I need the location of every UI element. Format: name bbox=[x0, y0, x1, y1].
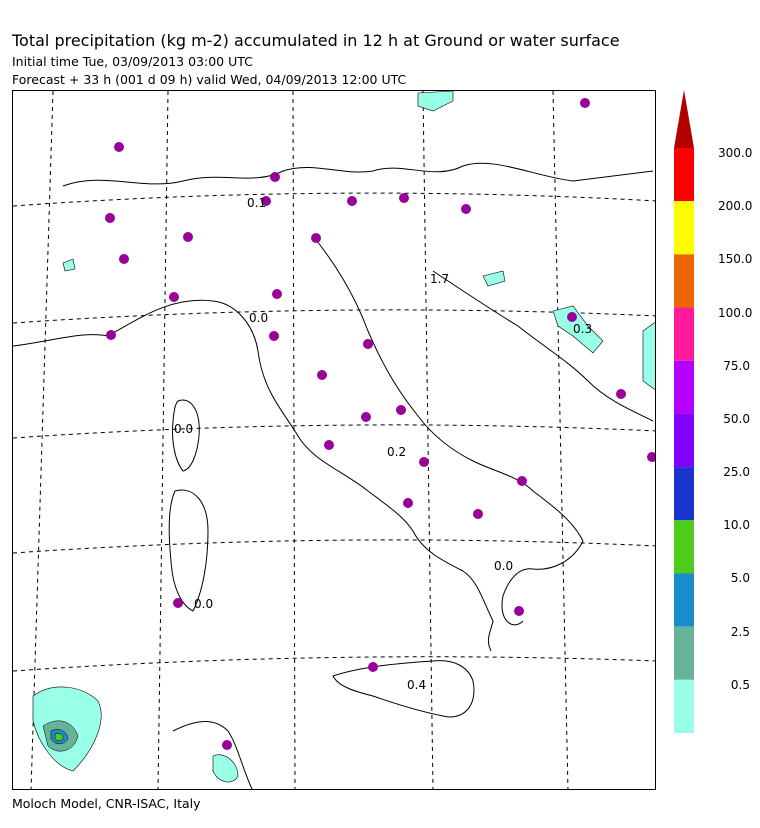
graticule bbox=[13, 91, 656, 790]
point-label: 0.2 bbox=[387, 445, 407, 459]
legend-label: 2.5 bbox=[730, 624, 750, 639]
legend-swatch bbox=[674, 467, 694, 520]
legend-top-triangle bbox=[674, 90, 694, 148]
legend-swatch bbox=[674, 414, 694, 467]
precip-areas bbox=[33, 91, 656, 782]
legend-bar bbox=[672, 90, 702, 740]
map-canvas bbox=[13, 91, 656, 790]
legend-swatch bbox=[674, 627, 694, 680]
model-credit: Moloch Model, CNR-ISAC, Italy bbox=[12, 796, 201, 811]
point-label: 0.0 bbox=[194, 597, 214, 611]
legend-label: 150.0 bbox=[718, 252, 753, 267]
point-label: 0.0 bbox=[174, 422, 194, 436]
legend-swatch bbox=[674, 148, 694, 201]
legend-label: 25.0 bbox=[723, 465, 750, 480]
legend-label: 300.0 bbox=[718, 146, 753, 160]
legend-swatch bbox=[674, 361, 694, 414]
legend-label: 100.0 bbox=[718, 305, 753, 320]
point-label: 0.3 bbox=[573, 322, 593, 336]
point-label: 1.7 bbox=[430, 272, 450, 286]
coastlines bbox=[13, 163, 653, 790]
legend-swatch bbox=[674, 573, 694, 626]
point-label: 0.1 bbox=[247, 196, 267, 210]
legend-swatch bbox=[674, 520, 694, 573]
point-label: 0.4 bbox=[407, 678, 427, 692]
point-label: 0.0 bbox=[494, 559, 514, 573]
map-title: Total precipitation (kg m-2) accumulated in 12 h at Ground or water surface bbox=[12, 31, 620, 50]
legend-swatch bbox=[674, 308, 694, 361]
color-legend bbox=[672, 90, 760, 740]
legend-label: 50.0 bbox=[723, 411, 750, 426]
legend-swatch bbox=[674, 680, 694, 733]
legend-label: 5.0 bbox=[730, 571, 750, 586]
legend-label: 10.0 bbox=[723, 518, 750, 533]
legend-swatch bbox=[674, 254, 694, 307]
initial-time: Initial time Tue, 03/09/2013 03:00 UTC bbox=[12, 54, 253, 69]
legend-label: 0.5 bbox=[730, 677, 750, 692]
precipitation-map bbox=[12, 90, 656, 790]
legend-swatch bbox=[674, 201, 694, 254]
precip-areas-4 bbox=[55, 733, 63, 740]
forecast-time: Forecast + 33 h (001 d 09 h) valid Wed, 04/09/2013 12:00 UTC bbox=[12, 72, 407, 87]
legend-label: 75.0 bbox=[723, 358, 750, 373]
legend-label: 200.0 bbox=[718, 199, 753, 214]
point-label: 0.0 bbox=[249, 311, 269, 325]
